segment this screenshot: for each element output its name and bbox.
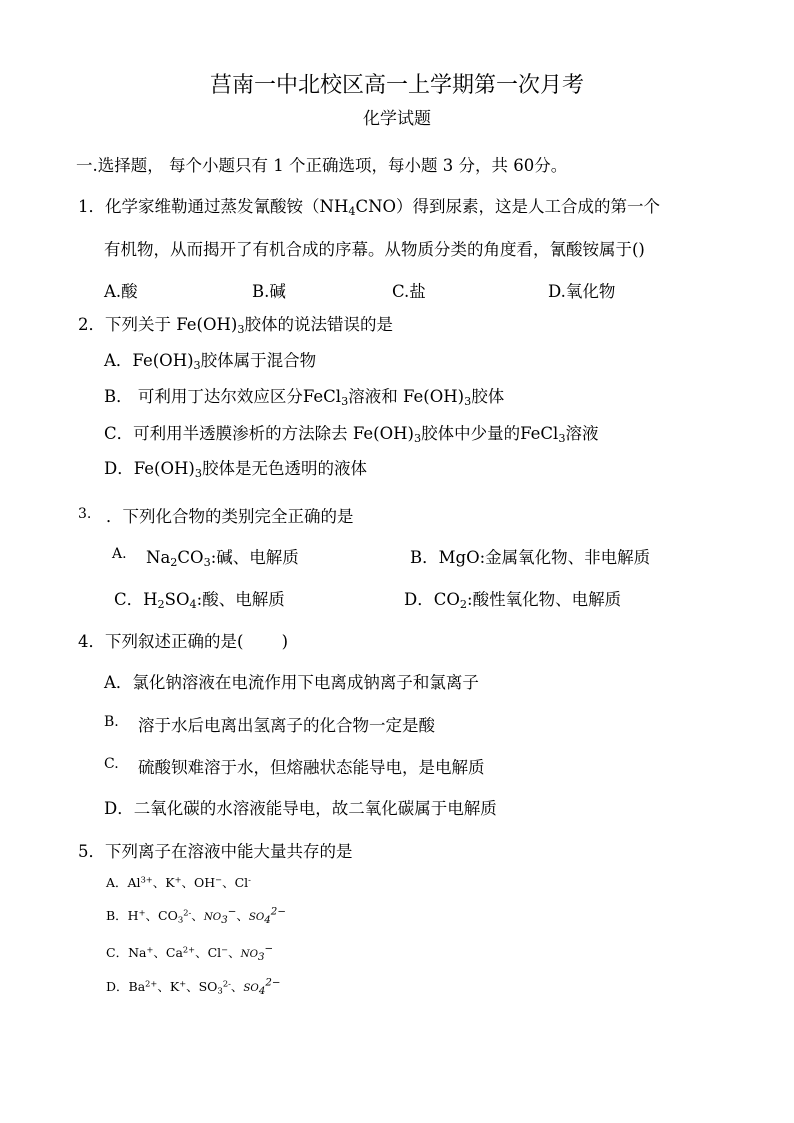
ion-text: D．Ba	[106, 979, 146, 994]
subscript: 4	[258, 984, 266, 997]
subscript: 3	[257, 950, 265, 963]
ion-text: 、	[228, 945, 241, 960]
option-text: 胶体	[471, 387, 505, 406]
charge: 2-	[222, 978, 231, 989]
charge: −	[215, 874, 223, 885]
ion-text: 、	[191, 908, 204, 923]
exam-subtitle: 化学试题	[363, 109, 431, 129]
question-1-line1-a: 化学家维勒通过蒸发氰酸铵（NH	[105, 197, 349, 216]
question-number: 2．	[78, 315, 105, 334]
option-text: :酸、电解质	[196, 590, 285, 609]
option-text: D．Fe(OH)	[104, 459, 195, 478]
charge: −	[264, 942, 274, 955]
question-1-option-b: B.碱	[252, 282, 286, 301]
ion-text: 、Cl	[222, 875, 249, 890]
ion-text: 、CO	[145, 908, 178, 923]
question-3-option-a	[146, 544, 299, 568]
ion-text: 、	[236, 908, 249, 923]
ion-text: 、	[230, 979, 244, 994]
question-1-option-c: C.盐	[392, 282, 426, 301]
charge: 2+	[145, 978, 158, 989]
question-2-option-d	[104, 455, 367, 479]
question-5-stem: 下列离子在溶液中能大量共存的是	[105, 842, 353, 861]
subscript: 3	[203, 556, 211, 570]
question-2-stem-a: 下列关于 Fe(OH)	[105, 315, 238, 334]
charge: −	[221, 944, 229, 955]
charge: +	[174, 874, 182, 885]
question-3-option-a-label: A.	[112, 546, 127, 562]
question-4-option-d: D．二氧化碳的水溶液能导电，故二氧化碳属于电解质	[104, 799, 497, 818]
subscript: 3	[341, 395, 349, 409]
question-5-option-c	[106, 943, 273, 961]
question-3-option-b: B．MgO:金属氧化物、非电解质	[410, 548, 651, 567]
question-2-option-c	[104, 420, 598, 444]
option-text: B． 可利用丁达尔效应区分FeCl	[104, 387, 342, 406]
question-1-line2: 有机物，从而揭开了有机合成的序幕。从物质分类的角度看，氰酸铵属于()	[104, 240, 645, 259]
question-1-option-a: A.酸	[104, 282, 138, 301]
question-2-stem-b: 胶体的说法错误的是	[244, 315, 393, 334]
option-text: 溶液和 Fe(OH)	[348, 387, 465, 406]
ion-text: NO	[203, 911, 222, 923]
question-number: 1．	[78, 197, 105, 216]
option-text: D．CO	[404, 590, 460, 609]
subscript: 3	[177, 915, 184, 926]
question-number: 4．	[78, 632, 105, 651]
section-header: 一.选择题， 每个小题只有 1 个正确选项，每小题 3 分，共 60分。	[76, 156, 568, 175]
question-4-option-c-label: C.	[104, 756, 119, 772]
question-3-number: 3.	[78, 506, 92, 522]
subscript: 2	[157, 598, 165, 612]
question-4	[78, 628, 288, 652]
question-number: 5．	[78, 842, 105, 861]
question-1-line1-b: CNO）得到尿素，这是人工合成的第一个	[355, 197, 661, 216]
charge: +	[146, 944, 154, 955]
subscript: 2	[170, 556, 178, 570]
subscript: 3	[237, 323, 245, 337]
exam-title: 莒南一中北校区高一上学期第一次月考	[209, 73, 584, 98]
ion-text: NO	[240, 948, 258, 960]
ion-text: C．Na	[106, 945, 147, 960]
question-2	[78, 311, 393, 335]
charge: 3+	[140, 874, 153, 885]
ion-text: SO	[248, 911, 265, 923]
charge: -	[248, 874, 251, 885]
option-text: A．Fe(OH)	[104, 351, 194, 370]
subscript: 3	[221, 913, 228, 926]
ion-text: 、K	[157, 979, 180, 994]
ion-text: 、Ca	[153, 945, 183, 960]
subscript: 2	[459, 598, 468, 612]
option-text: CO	[177, 548, 204, 567]
question-4-option-b-label: B.	[104, 714, 119, 730]
option-text: 胶体是无色透明的液体	[201, 459, 367, 478]
question-5-option-d	[106, 977, 281, 995]
question-2-option-b	[104, 383, 504, 407]
option-text: C．H	[114, 590, 158, 609]
question-3-stem: ．下列化合物的类别完全正确的是	[106, 507, 354, 526]
ion-text: SO	[243, 982, 259, 994]
option-text: 胶体属于混合物	[200, 351, 317, 370]
subscript: 3	[217, 986, 223, 997]
question-4-option-c: 硫酸钡难溶于水，但熔融状态能导电，是电解质	[138, 758, 485, 777]
charge: +	[138, 907, 146, 918]
charge: 2-	[183, 907, 192, 918]
option-text: :酸性氧化物、电解质	[467, 590, 622, 609]
ion-text: 、K	[152, 875, 175, 890]
question-5-option-b	[106, 906, 286, 924]
charge: 2−	[265, 976, 281, 989]
subscript: 4	[189, 598, 197, 612]
subscript: 3	[558, 432, 566, 446]
subscript: 4	[264, 913, 271, 926]
question-1-option-d: D.氧化物	[548, 282, 616, 301]
question-3-option-c	[114, 586, 285, 610]
option-text: 胶体中少量的FeCl	[421, 424, 559, 443]
subscript: 3	[413, 432, 422, 446]
option-text: SO	[164, 590, 190, 609]
question-4-option-b: 溶于水后电离出氢离子的化合物一定是酸	[138, 716, 435, 735]
ion-text: 、OH	[181, 875, 216, 890]
ion-text: B．H	[106, 908, 139, 923]
subscript: 3	[464, 395, 472, 409]
charge: 2−	[270, 905, 286, 918]
charge: 2+	[182, 944, 196, 955]
question-5	[78, 838, 353, 862]
option-text: C．可利用半透膜渗析的方法除去 Fe(OH)	[104, 424, 414, 443]
option-text: 溶液	[565, 424, 599, 443]
ion-text: 、SO	[186, 979, 218, 994]
ion-text: A．Al	[106, 875, 141, 890]
option-text: Na	[146, 548, 171, 567]
ion-text: 、Cl	[195, 945, 222, 960]
question-4-option-a: A．氯化钠溶液在电流作用下电离成钠离子和氯离子	[104, 673, 479, 692]
subscript: 3	[194, 467, 202, 481]
question-4-stem: 下列叙述正确的是( )	[105, 632, 289, 651]
option-text: :碱、电解质	[210, 548, 299, 567]
charge: +	[179, 978, 187, 989]
subscript: 3	[193, 359, 201, 373]
subscript: 4	[348, 205, 356, 219]
charge: −	[227, 905, 237, 918]
question-5-option-a	[106, 873, 251, 891]
question-3-option-d	[404, 586, 621, 610]
question-1	[78, 193, 660, 217]
question-2-option-a	[104, 347, 316, 371]
